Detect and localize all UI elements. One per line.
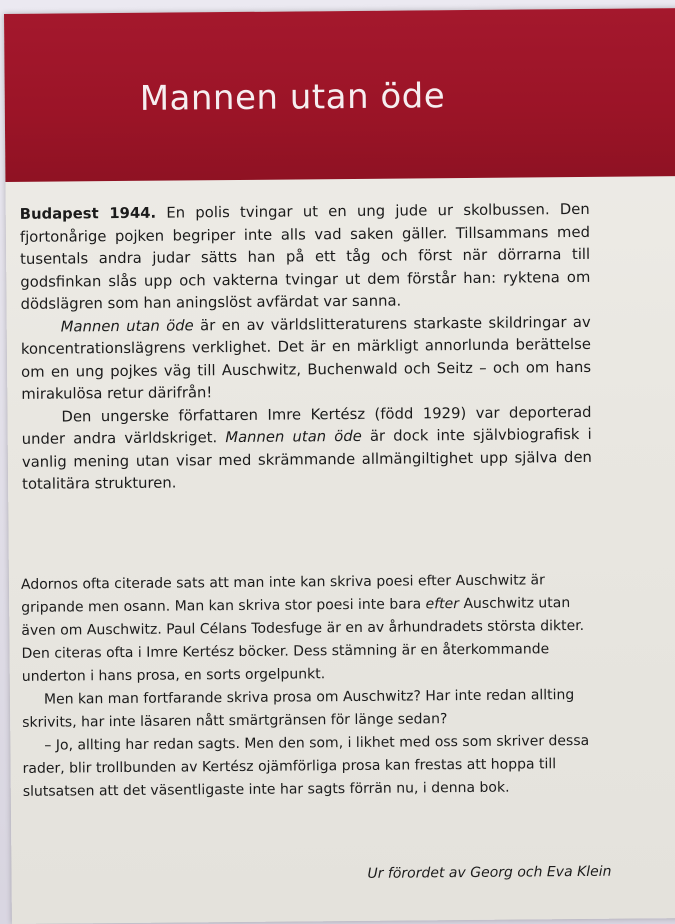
blurb-p2-title: Mannen utan öde: [60, 316, 194, 336]
preface-paragraph-1: [21, 569, 602, 689]
blurb-paragraph-1: [20, 199, 591, 316]
blurb-text: [20, 199, 593, 496]
preface-paragraph-2: Men kan man fortfarande skriva prosa om Auschwitz? Har inte redan allting skrivits, har inte läsaren nått smärtgränsen för länge sedan?: [22, 687, 575, 731]
preface-p1-text: Auschwitz utan även om Auschwitz. Paul Célans Todesfuge är en av århundradets största dikter. Den citeras ofta i Imre Kertész böcker. Dess stämning är en återkommande underton i hans prosa, en sorts orgelpunkt.: [21, 595, 585, 685]
book-back-cover: [4, 8, 675, 924]
preface-p1-emphasis: efter: [425, 596, 460, 613]
blurb-p3-title: Mannen utan öde: [225, 427, 362, 447]
blurb-paragraph-3: [21, 401, 592, 496]
preface-excerpt: [21, 569, 603, 804]
title-band: [4, 8, 675, 182]
blurb-p2-text: är en av världslitteraturens starkaste skildringar av koncentrationslägrens verklighet. Det är en märkligt annorlunda berättelse om en ung pojkes väg till Auschwitz, Buchenwald och Seitz – och om hans mirakulösa retur därifrån!: [20, 313, 592, 403]
preface-p1-start: Adornos ofta citerade sats att man inte kan skriva poesi efter Auschwitz är gripande men osann. Man kan skriva stor poesi inte bara: [20, 572, 545, 616]
book-title: Mannen utan öde: [139, 76, 446, 119]
blurb-p3-text: är dock inte självbiografisk i vanlig mening utan visar med skrämmande allmängiltighet upp själva den totalitära strukturen.: [21, 425, 592, 493]
blurb-p1-text: En polis tvingar ut en ung jude ur skolbussen. Den fjortonårige pojken begriper inte alls vad saken gäller. Tillsammans med tusentals andra judar sätts han på ett tåg och först när dörrarna till godsfinkan slås upp och vakterna tvingar ut dem förstår han: ryktena om dödslägren som han aningslöst avfärdat var sanna.: [19, 200, 591, 313]
blurb-paragraph-2: [21, 311, 592, 406]
blurb-p3-start: Den ungerske författaren Imre Kertész (född 1929) var deporterad under andra världskriget.: [21, 403, 592, 448]
preface-paragraph-3: – Jo, allting har redan sagts. Men den som, i likhet med oss som skriver dessa rader, blir trollbunden av Kertész ojämförliga prosa kan frestas att hoppa till slutsatsen att det väsentligaste inte har sagts förrän nu, i denna bok.: [22, 732, 590, 800]
preface-attribution: Ur förordet av Georg och Eva Klein: [367, 863, 612, 882]
blurb-lead: Budapest 1944.: [19, 204, 157, 223]
